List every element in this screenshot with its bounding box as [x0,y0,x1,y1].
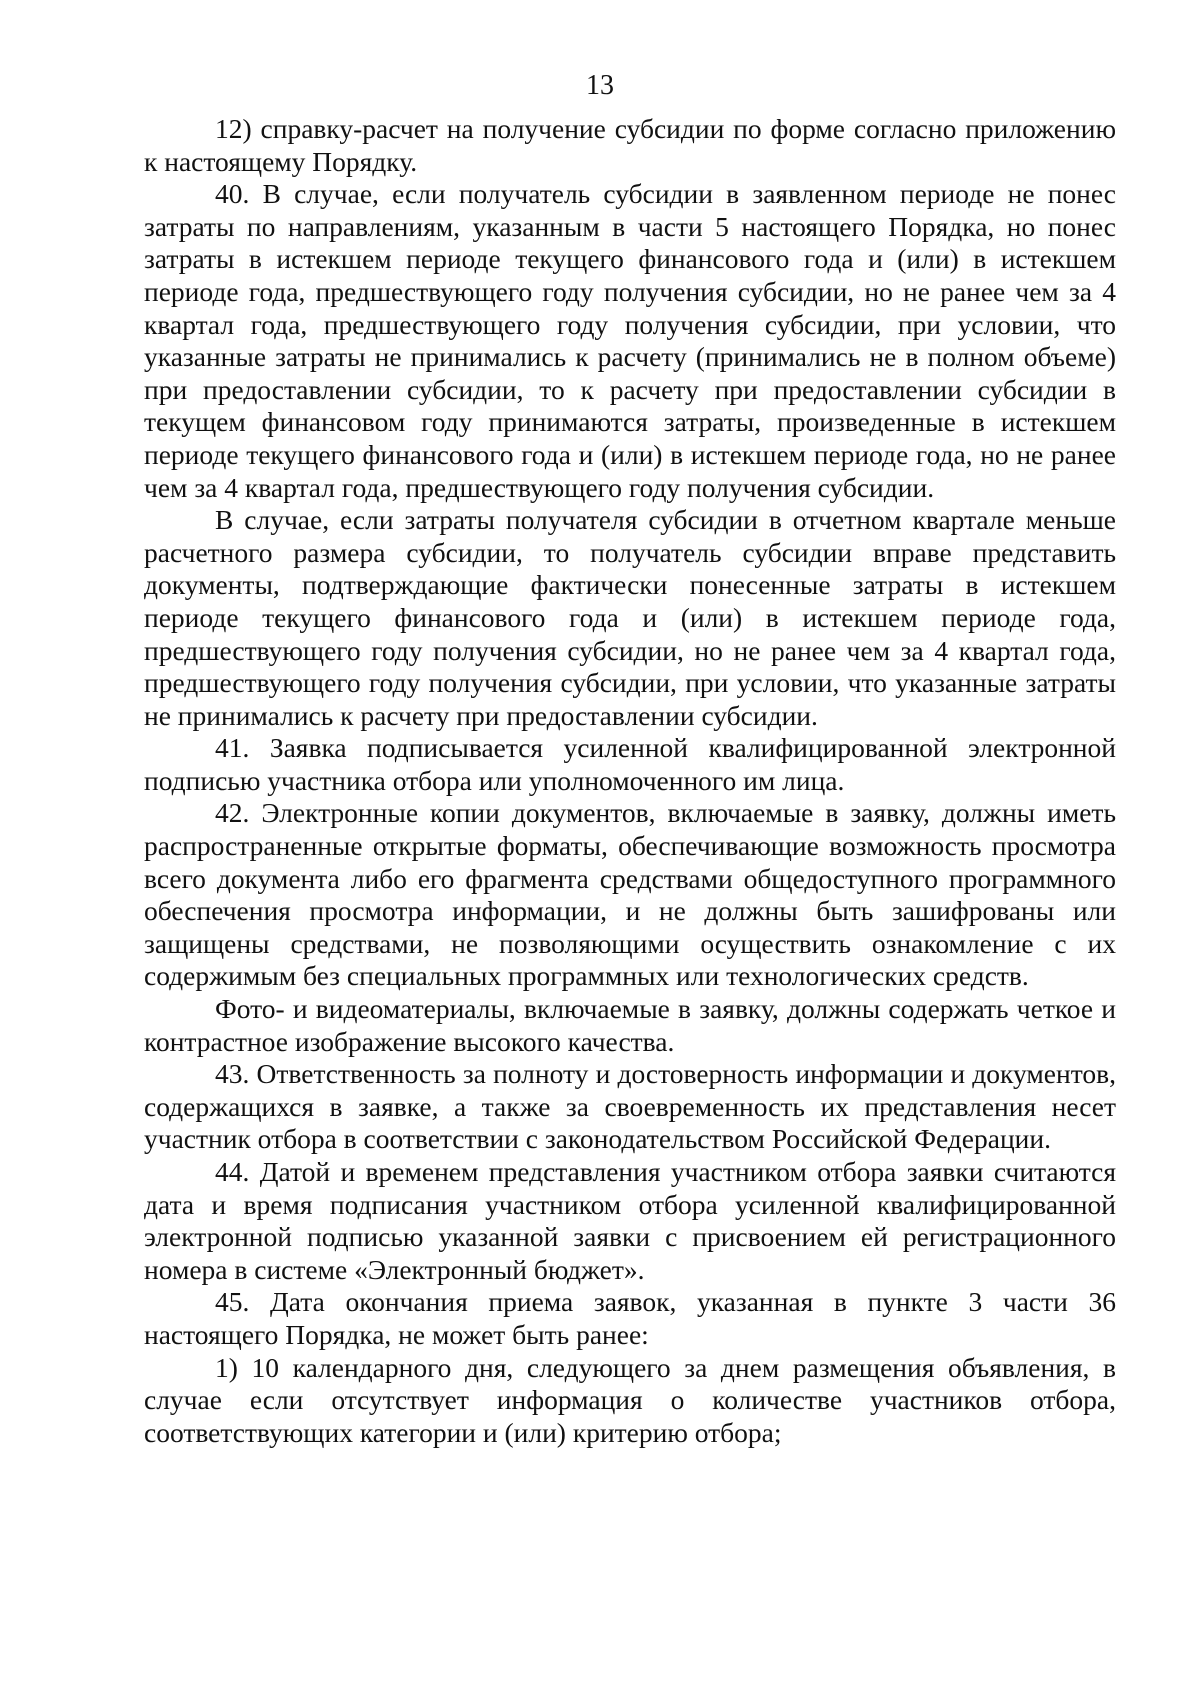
paragraph-44: 44. Датой и временем представления участником отбора заявки считаются дата и время подписания участником отбора усиленной квалифицированной электронной подписью указанной заявки с присвоением ей регистрационного номера в системе «Электронный бюджет». [144,1156,1116,1285]
paragraph-45: 45. Дата окончания приема заявок, указанная в пункте 3 части 36 настоящего Порядка, не может быть ранее: [144,1286,1116,1350]
document-body [144,113,1116,1449]
paragraph-40: 40. В случае, если получатель субсидии в заявленном периоде не понес затраты по направлениям, указанным в части 5 настоящего Порядка, но понес затраты в истекшем периоде текущего финансового года и (или) в истекшем периоде года, предшествующего году получения субсидии, но не ранее чем за 4 квартал года, предшествующего году получения субсидии, при условии, что указанные затраты не принимались к расчету (принимались не в полном объеме) при предоставлении субсидии, то к расчету при предоставлении субсидии в текущем финансовом году принимаются затраты, произведенные в истекшем периоде текущего финансового года и (или) в истекшем периоде года, но не ранее чем за 4 квартал года, предшествующего году получения субсидии. [144,178,1116,503]
paragraph-41: 41. Заявка подписывается усиленной квалифицированной электронной подписью участника отбора или уполномоченного им лица. [144,732,1116,796]
paragraph-42: 42. Электронные копии документов, включаемые в заявку, должны иметь распространенные открытые форматы, обеспечивающие возможность просмотра всего документа либо его фрагмента средствами общедоступного программного обеспечения просмотра информации, и не должны быть зашифрованы или защищены средствами, не позволяющими осуществить ознакомление с их содержимым без специальных программных или технологических средств. [144,797,1116,992]
page-number: 13 [586,70,614,101]
paragraph-40-continued: В случае, если затраты получателя субсидии в отчетном квартале меньше расчетного размера субсидии, то получатель субсидии вправе представить документы, подтверждающие фактически понесенные затраты в истекшем периоде текущего финансового года и (или) в истекшем периоде года, предшествующего году получения субсидии, но не ранее чем за 4 квартал года, предшествующего году получения субсидии, при условии, что указанные затраты не принимались к расчету при предоставлении субсидии. [144,504,1116,731]
paragraph-42-continued: Фото- и видеоматериалы, включаемые в заявку, должны содержать четкое и контрастное изображение высокого качества. [144,993,1116,1057]
paragraph-item-12: 12) справку-расчет на получение субсидии по форме согласно приложению к настоящему Порядку. [144,113,1116,177]
paragraph-43: 43. Ответственность за полноту и достоверность информации и документов, содержащихся в заявке, а также за своевременность их представления несет участник отбора в соответствии с законодательством Российской Федерации. [144,1058,1116,1155]
paragraph-45-item-1: 1) 10 календарного дня, следующего за днем размещения объявления, в случае если отсутствует информация о количестве участников отбора, соответствующих категории и (или) критерию отбора; [144,1351,1116,1448]
